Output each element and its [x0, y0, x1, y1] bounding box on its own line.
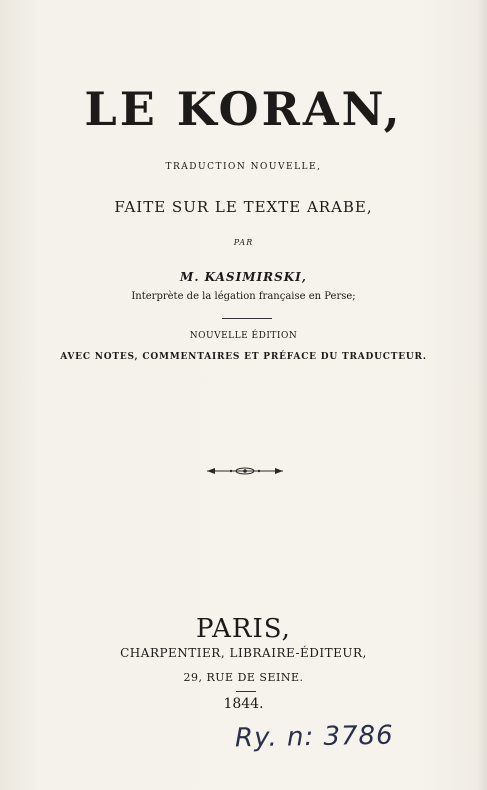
author-role: Interprète de la légation française en Perse;	[131, 291, 356, 302]
author-name: M. KASIMIRSKI,	[180, 270, 307, 284]
notes-note: AVEC NOTES, COMMENTAIRES ET PRÉFACE DU TRADUCTEUR.	[60, 352, 427, 362]
by-line: PAR	[233, 238, 254, 247]
fleuron-rule-icon	[205, 463, 285, 479]
publisher-name: CHARPENTIER, LIBRAIRE-ÉDITEUR,	[120, 646, 367, 660]
translation-note: TRADUCTION NOUVELLE,	[165, 162, 322, 172]
publication-year: 1844.	[223, 696, 264, 712]
publisher-address: 29, RUE DE SEINE.	[183, 671, 304, 684]
year-divider	[236, 691, 256, 692]
source-note: FAITE SUR LE TEXTE ARABE,	[114, 198, 373, 216]
edition-note: NOUVELLE ÉDITION	[189, 331, 298, 341]
handwritten-inventory-mark: Ry. n: 3786	[234, 720, 394, 754]
publication-city: PARIS,	[196, 614, 291, 644]
book-title: LE KORAN,	[84, 82, 403, 136]
section-divider	[222, 318, 272, 319]
